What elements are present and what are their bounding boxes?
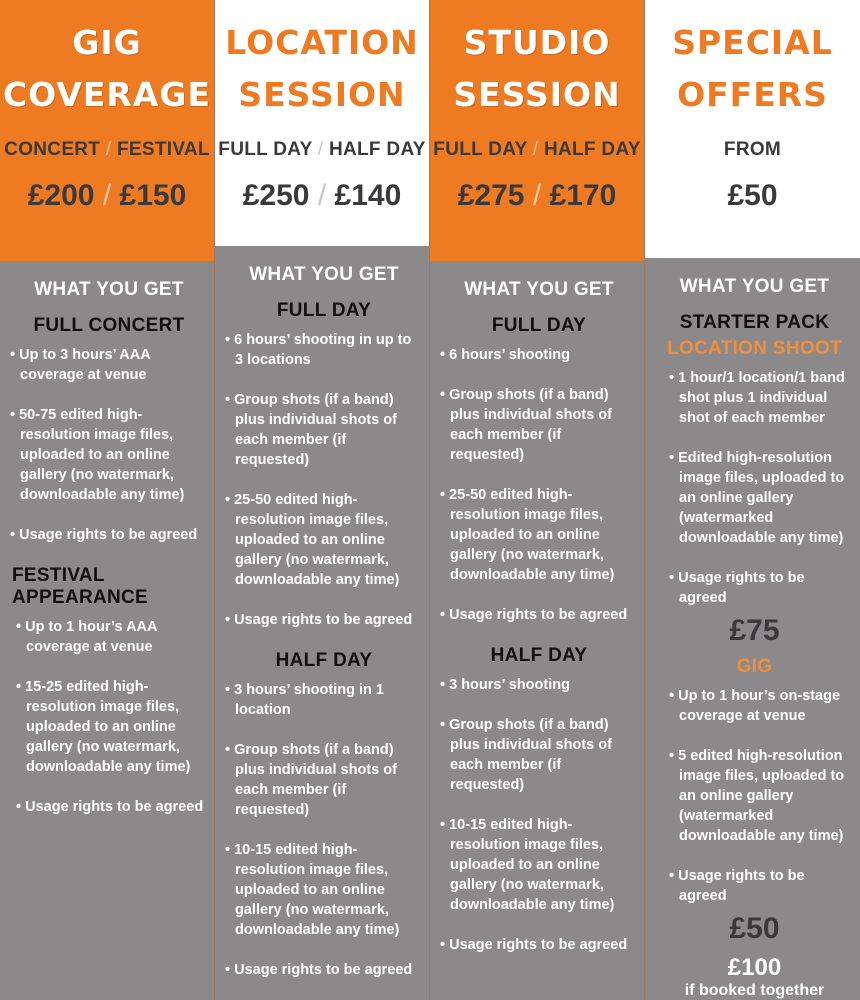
header-special-offers (645, 0, 860, 258)
list-item: • Usage rights to be agreed (16, 797, 208, 817)
column-special-offers (645, 0, 860, 1000)
section-heading: FULL CONCERT (33, 315, 185, 336)
list-item: • 25-50 edited high-resolution image files, uploaded to an online gallery (no watermark, downloadable any time) (225, 490, 423, 590)
bundle-note: if booked together (684, 982, 825, 999)
title-line-2: SESSION (238, 75, 406, 114)
price-a: £250 (242, 179, 310, 212)
header-price: £250 / £140 (242, 179, 402, 212)
column-gig-coverage (0, 0, 215, 1000)
header-price: £200 / £150 (27, 179, 187, 212)
bundle-price: £100 (727, 954, 782, 981)
list-item: • 25-50 edited high-resolution image files, uploaded to an online gallery (no watermark, downloadable any time) (440, 485, 638, 585)
list-item: • Up to 1 hour’s AAA coverage at venue (16, 617, 208, 657)
price-b: £140 (334, 179, 402, 212)
subtitle-b: HALF DAY (328, 139, 426, 160)
what-you-get-heading: WHAT YOU GET (34, 279, 184, 300)
feature-list (225, 680, 423, 980)
list-item: • 3 hours’ shooting in 1 location (225, 680, 423, 720)
list-item: • Usage rights to be agreed (440, 605, 638, 625)
list-item: • 3 hours’ shooting (440, 675, 638, 695)
title-line-1: GIG (72, 23, 142, 62)
feature-list (440, 675, 638, 955)
feature-list (225, 330, 423, 630)
section-heading: STARTER PACK (679, 312, 830, 333)
list-item: • 10-15 edited high-resolution image files, uploaded to an online gallery (no watermark, downloadable any time) (225, 840, 423, 940)
header-price (645, 179, 860, 213)
starter-price: £75 (729, 614, 780, 647)
header-studio-session (430, 0, 644, 261)
list-item: • Group shots (if a band) plus individual shots of each member (if requested) (225, 740, 423, 820)
subtitle-b: FESTIVAL (117, 139, 210, 160)
column-title (645, 0, 860, 121)
column-body (215, 246, 429, 1000)
list-item: • 1 hour/1 location/1 band shot plus 1 individual shot of each member (669, 368, 854, 428)
list-item: • 10-15 edited high-resolution image files, uploaded to an online gallery (no watermark, downloadable any time) (440, 815, 638, 915)
title-line-1: LOCATION (225, 23, 419, 62)
column-location-session (215, 0, 430, 1000)
list-item: • Usage rights to be agreed (669, 866, 854, 906)
list-item: • 50-75 edited high-resolution image files, uploaded to an online gallery (no watermark, downloadable any time) (10, 405, 208, 505)
header-location-session (215, 0, 429, 246)
title-line-1: SPECIAL (672, 23, 833, 62)
subtitle: CONCERT / FESTIVAL (4, 139, 210, 160)
section-heading: FESTIVAL APPEARANCE (12, 565, 149, 608)
column-title (215, 0, 429, 121)
subtitle-a: FULL DAY (218, 139, 313, 160)
header-price: £275 / £170 (457, 179, 617, 212)
list-item: • Usage rights to be agreed (225, 960, 423, 980)
list-item: • 6 hours’ shooting (440, 345, 638, 365)
gig-price: £50 (729, 912, 780, 945)
column-body (0, 261, 214, 1000)
list-item: • Edited high-resolution image files, uploaded to an online gallery (watermarked downloadable any time) (669, 448, 854, 548)
title-line-2: COVERAGE (2, 75, 212, 114)
feature-list (655, 686, 854, 906)
feature-list (655, 368, 854, 608)
list-item: • Group shots (if a band) plus individual shots of each member (if requested) (225, 390, 423, 470)
subtitle (645, 139, 860, 161)
list-item: • 15-25 edited high-resolution image files, uploaded to an online gallery (no watermark, downloadable any time) (16, 677, 208, 777)
section-subheading: LOCATION SHOOT (667, 338, 842, 359)
section-heading: FULL DAY (276, 300, 372, 321)
subtitle: FULL DAY / HALF DAY (218, 139, 426, 160)
title-line-2: OFFERS (677, 75, 828, 114)
subtitle: FULL DAY / HALF DAY (433, 139, 641, 160)
list-item: • Usage rights to be agreed (440, 935, 638, 955)
list-item: • 6 hours’ shooting in up to 3 locations (225, 330, 423, 370)
list-item: • Usage rights to be agreed (225, 610, 423, 630)
list-item: • Up to 1 hour’s on-stage coverage at venue (669, 686, 854, 726)
list-item: • Group shots (if a band) plus individual shots of each member (if requested) (440, 715, 638, 795)
feature-list (440, 345, 638, 625)
price-a: £200 (27, 179, 95, 212)
what-you-get-heading: WHAT YOU GET (679, 276, 830, 297)
column-body (430, 261, 644, 1000)
section-heading: HALF DAY (275, 650, 373, 671)
list-item: • Usage rights to be agreed (669, 568, 854, 608)
feature-list (10, 345, 208, 545)
list-item: • 5 edited high-resolution image files, uploaded to an online gallery (watermarked downloadable any time) (669, 746, 854, 846)
subtitle-a: FULL DAY (433, 139, 528, 160)
what-you-get-heading: WHAT YOU GET (249, 264, 399, 285)
column-studio-session (430, 0, 645, 1000)
what-you-get-heading: WHAT YOU GET (464, 279, 614, 300)
column-body (645, 258, 860, 1000)
price-b: £170 (549, 179, 617, 212)
price-a: £275 (457, 179, 525, 212)
list-item: • Group shots (if a band) plus individual shots of each member (if requested) (440, 385, 638, 465)
column-title (430, 0, 644, 121)
price-b: £150 (119, 179, 187, 212)
subtitle-from: FROM (723, 139, 782, 160)
title-line-1: STUDIO (463, 23, 611, 62)
price-from: £50 (727, 179, 778, 212)
list-item: • Usage rights to be agreed (10, 525, 208, 545)
section-heading: HALF DAY (490, 645, 588, 666)
subtitle-b: HALF DAY (543, 139, 641, 160)
feature-list (10, 617, 208, 817)
title-line-2: SESSION (453, 75, 621, 114)
section-heading: FULL DAY (491, 315, 587, 336)
section-subheading: GIG (736, 656, 773, 677)
subtitle-a: CONCERT (4, 139, 101, 160)
header-gig-coverage (0, 0, 214, 261)
column-title (0, 0, 214, 121)
list-item: • Up to 3 hours’ AAA coverage at venue (10, 345, 208, 385)
